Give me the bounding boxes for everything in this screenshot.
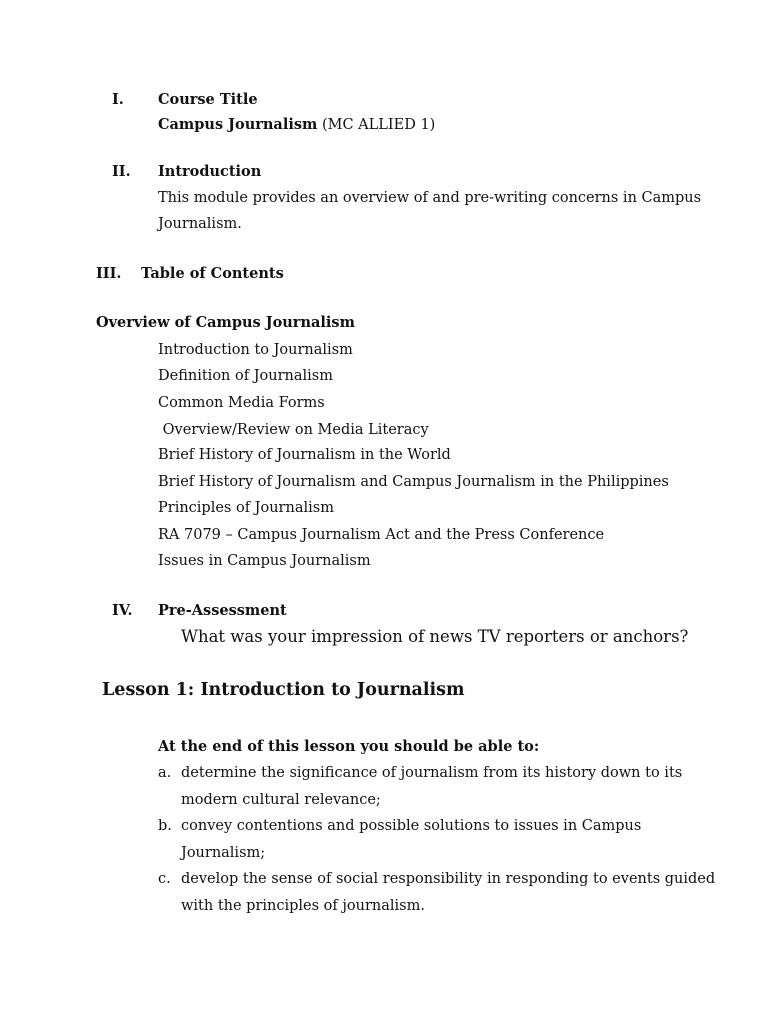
section-4-number: IV. [112,602,133,619]
section-3-number: III. [96,265,122,282]
course-title-code: (MC ALLIED 1) [317,117,436,133]
introduction-text-line-1: This module provides an overview of and pre-writing concerns in Campus [158,190,702,206]
toc-heading: Overview of Campus Journalism [96,314,355,331]
pre-assessment-question: What was your impression of news TV reporters or anchors? [181,627,689,646]
objective-text-line-2: with the principles of journalism. [181,898,425,914]
lesson-title: Lesson 1: Introduction to Journalism [102,680,465,700]
toc-item: Common Media Forms [158,395,325,411]
objective-text-line-1: convey contentions and possible solutions to issues in Campus [181,818,642,834]
objective-text-line-1: determine the significance of journalism from its history down to its [181,765,683,781]
section-2-number: II. [112,163,131,180]
toc-item: Principles of Journalism [158,500,334,516]
course-title-name: Campus Journalism [158,116,318,133]
section-1-heading: Course Title [158,91,258,108]
toc-item: Introduction to Journalism [158,342,353,358]
course-title [158,115,435,135]
section-2-heading: Introduction [158,163,262,180]
objective-text-line-1: develop the sense of social responsibility in responding to events guided [181,871,716,887]
toc-item: Issues in Campus Journalism [158,553,371,569]
objective-marker: a. [158,765,172,781]
toc-item: Definition of Journalism [158,368,333,384]
toc-item: Overview/Review on Media Literacy [158,422,429,438]
introduction-text-line-2: Journalism. [158,216,242,232]
objective-text-line-2: modern cultural relevance; [181,792,381,808]
section-4-heading: Pre-Assessment [158,602,287,619]
objective-text-line-2: Journalism; [181,845,266,861]
section-1-number: I. [112,91,124,108]
toc-item: Brief History of Journalism in the World [158,447,451,463]
section-3-heading: Table of Contents [141,265,284,282]
objectives-heading: At the end of this lesson you should be able to: [158,738,540,755]
toc-item: RA 7079 – Campus Journalism Act and the Press Conference [158,527,605,543]
objective-marker: b. [158,818,172,834]
toc-item: Brief History of Journalism and Campus Journalism in the Philippines [158,474,669,490]
objective-marker: c. [158,871,171,887]
